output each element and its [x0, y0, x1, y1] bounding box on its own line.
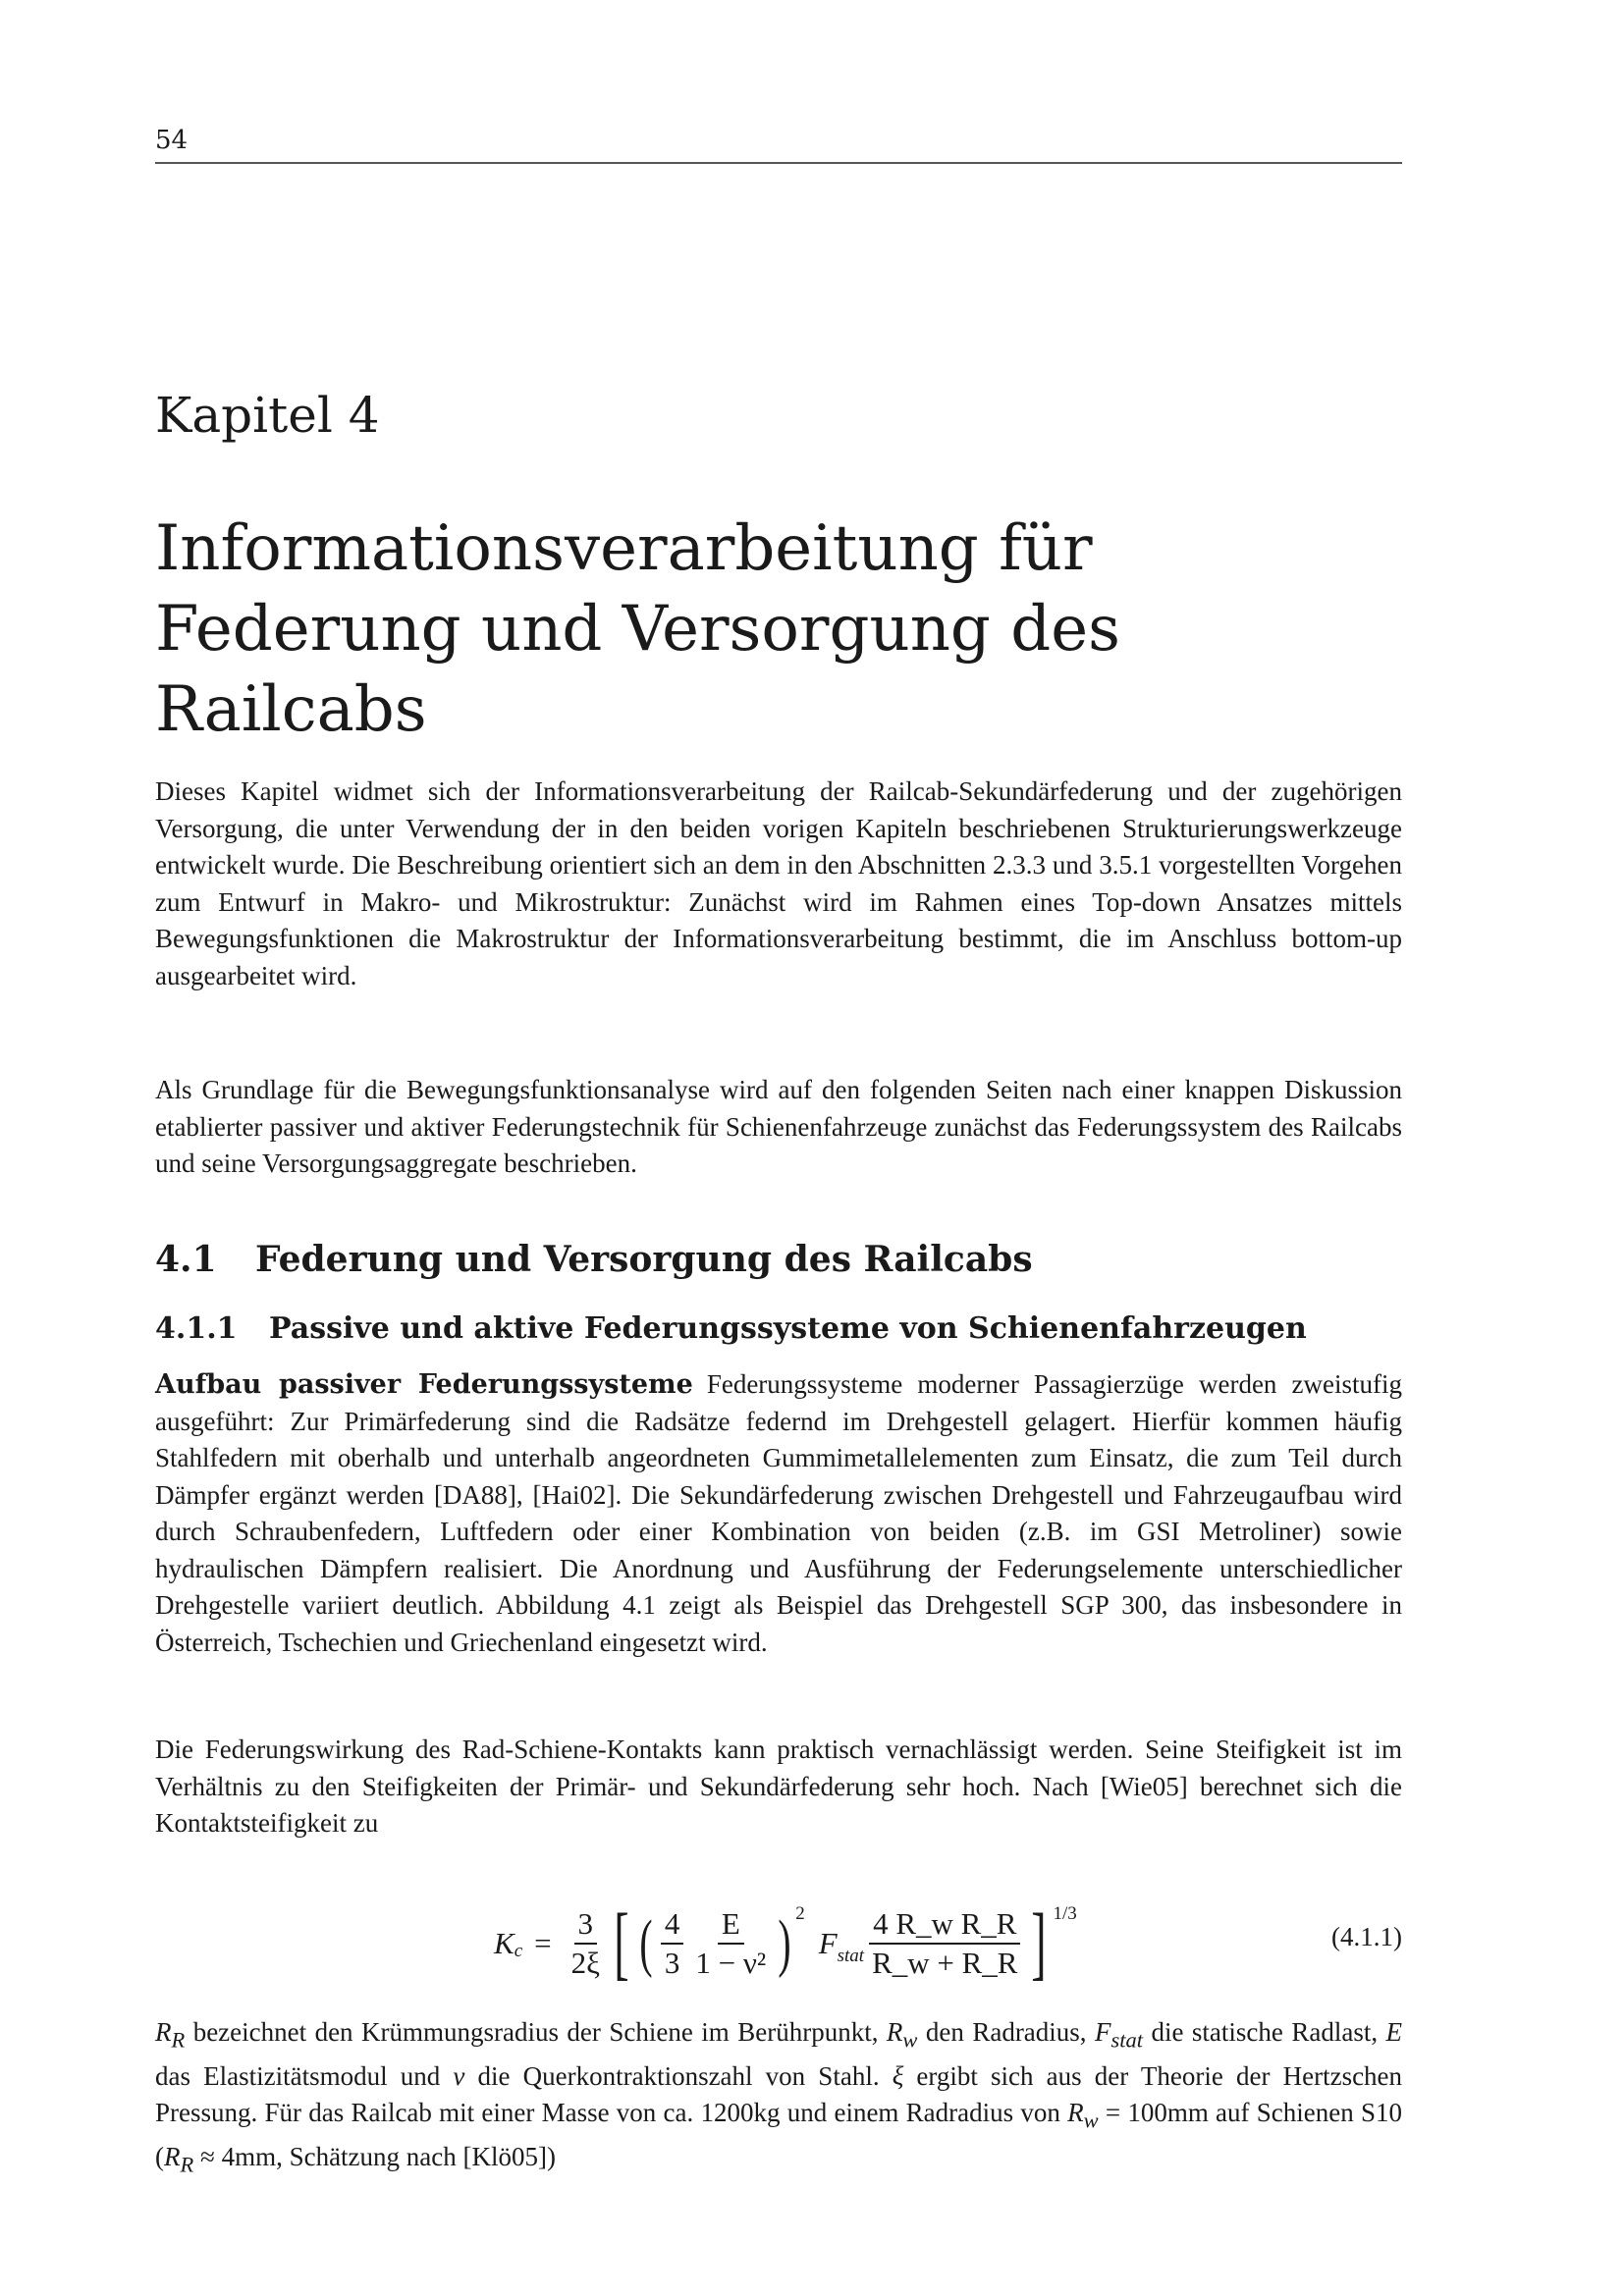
chapter-label: Kapitel 4 [155, 387, 380, 444]
equation-body: K c = $\frac{3}{2\xi}$ [ ( $\frac{4}{3}$ $\frac{E}{\text{1 − ν²}}$ ) 2 $F_{stat}$ $\frac{\text{4 R\_w R\_R}}{R\_w + R\_R}$ ] 1/3 [494, 1897, 1077, 1989]
page-number: 54 [155, 126, 189, 155]
header-rule [155, 162, 1402, 164]
eq-lhs: K [494, 1926, 514, 1960]
body-paragraph-1-text: Federungssysteme moderner Passagierzüge werden zweistufig ausgeführt: Zur Primärfederung sind die Radsätze federnd im Drehgestell gelagert. Hierfür kommen häufig Stahlfedern mit oberhalb und unterhalb angeordneten Gummimetallelementen zum Einsatz, die zum Teil durch Dämpfer ergänzt werden [DA88], [Hai02]. Die Sekundärfederung zwischen Drehgestell und Fahrzeugaufbau wird durch Schraubenfedern, Luftfedern oder einer Kombination von beiden (z.B. im GSI Metroliner) sowie hydraulischen Dämpfern realisiert. Die Anordnung und Ausführung der Federungselemente unterschiedlicher Drehgestelle variiert deutlich. Abbildung 4.1 zeigt als Beispiel das Drehgestell SGP 300, das insbesondere in Österreich, Tschechien und Griechenland eingesetzt wird. [155, 1369, 1402, 1657]
intro-paragraph-2: Als Grundlage für die Bewegungsfunktionsanalyse wird auf den folgenden Seiten nach einer knappen Diskussion etablierter passiver und aktiver Federungstechnik für Schienenfahrzeuge zunächst das Federungssystem des Railcabs und seine Versorgungsaggregate beschrieben. [155, 1075, 1402, 1178]
eq-frac-radii: $\frac{\text{4 R\_w R\_R}}{R\_w + R\_R}$ [868, 1907, 1021, 1980]
eq-frac-4-3: $\frac{4}{3}$ [661, 1907, 684, 1980]
eq-exponent: 1/3 [1053, 1903, 1077, 1924]
eq-frac-e: $\frac{E}{\text{1 − ν²}}$ [695, 1906, 767, 1980]
equation-4-1-1 [155, 1885, 1402, 2002]
subsection-heading [155, 1311, 1307, 1346]
section-heading [155, 1239, 1033, 1280]
body-paragraph-3: $R_R$ bezeichnet den Krümmungsradius der Schiene im Berührpunkt, $R_w$ den Radradius, $F_{stat}$ die statische Radlast, E das Elastizitätsmodul und ν die Querkontraktionszahl von Stahl. ξ ergibt sich aus der Theorie der Hertzschen Pressung. Für das Railcab mit einer Masse von ca. 1200kg und einem Radradius von $R_w = 100mm$ auf Schienen S10 ($R_R \approx 4mm$, Schätzung nach [Klö05]) [155, 2017, 1403, 2177]
eq-frac-3-2xi: $\frac{3}{2\xi}$ [570, 1906, 600, 1980]
intro-paragraph-1: Dieses Kapitel widmet sich der Informationsverarbeitung der Railcab-Sekundärfederung und der zugehörigen Versorgung, die unter Verwendung der in den beiden vorigen Kapiteln beschriebenen Strukturierungswerkzeuge entwickelt wurde. Die Beschreibung orientiert sich an dem in den Abschnitten 2.3.3 und 3.5.1 vorgestellten Vorgehen zum Entwurf in Makro- und Mikrostruktur: Zunächst wird im Rahmen eines Top-down Ansatzes mittels Bewegungsfunktionen die Makrostruktur der Informationsverarbeitung bestimmt, die im Anschluss bottom-up ausgearbeitet wird. [155, 776, 1402, 990]
eq-fstat: F [818, 1926, 838, 1960]
subsection-number: 4.1.1 [155, 1311, 238, 1346]
subsection-title: Passive und aktive Federungssysteme von Schienenfahrzeugen [269, 1311, 1307, 1346]
section-number: 4.1 [155, 1239, 217, 1280]
chapter-title: Informationsverarbeitung für Federung und Versorgung des Railcabs [155, 512, 1120, 746]
body-paragraph-1 [155, 1366, 1402, 1661]
section-title: Federung und Versorgung des Railcabs [255, 1239, 1033, 1280]
runin-heading: Aufbau passiver Federungssysteme [155, 1369, 693, 1400]
equation-number: (4.1.1) [1331, 1922, 1402, 1951]
eq-lhs-sub: c [514, 1941, 523, 1961]
eq-square: 2 [795, 1903, 805, 1924]
body-paragraph-2: Die Federungswirkung des Rad-Schiene-Kontakts kann praktisch vernachlässigt werden. Seine Steifigkeit ist im Verhältnis zu den Steifigkeiten der Primär- und Sekundärfederung sehr hoch. Nach [Wie05] berechnet sich die Kontaktsteifigkeit zu [155, 1735, 1402, 1838]
